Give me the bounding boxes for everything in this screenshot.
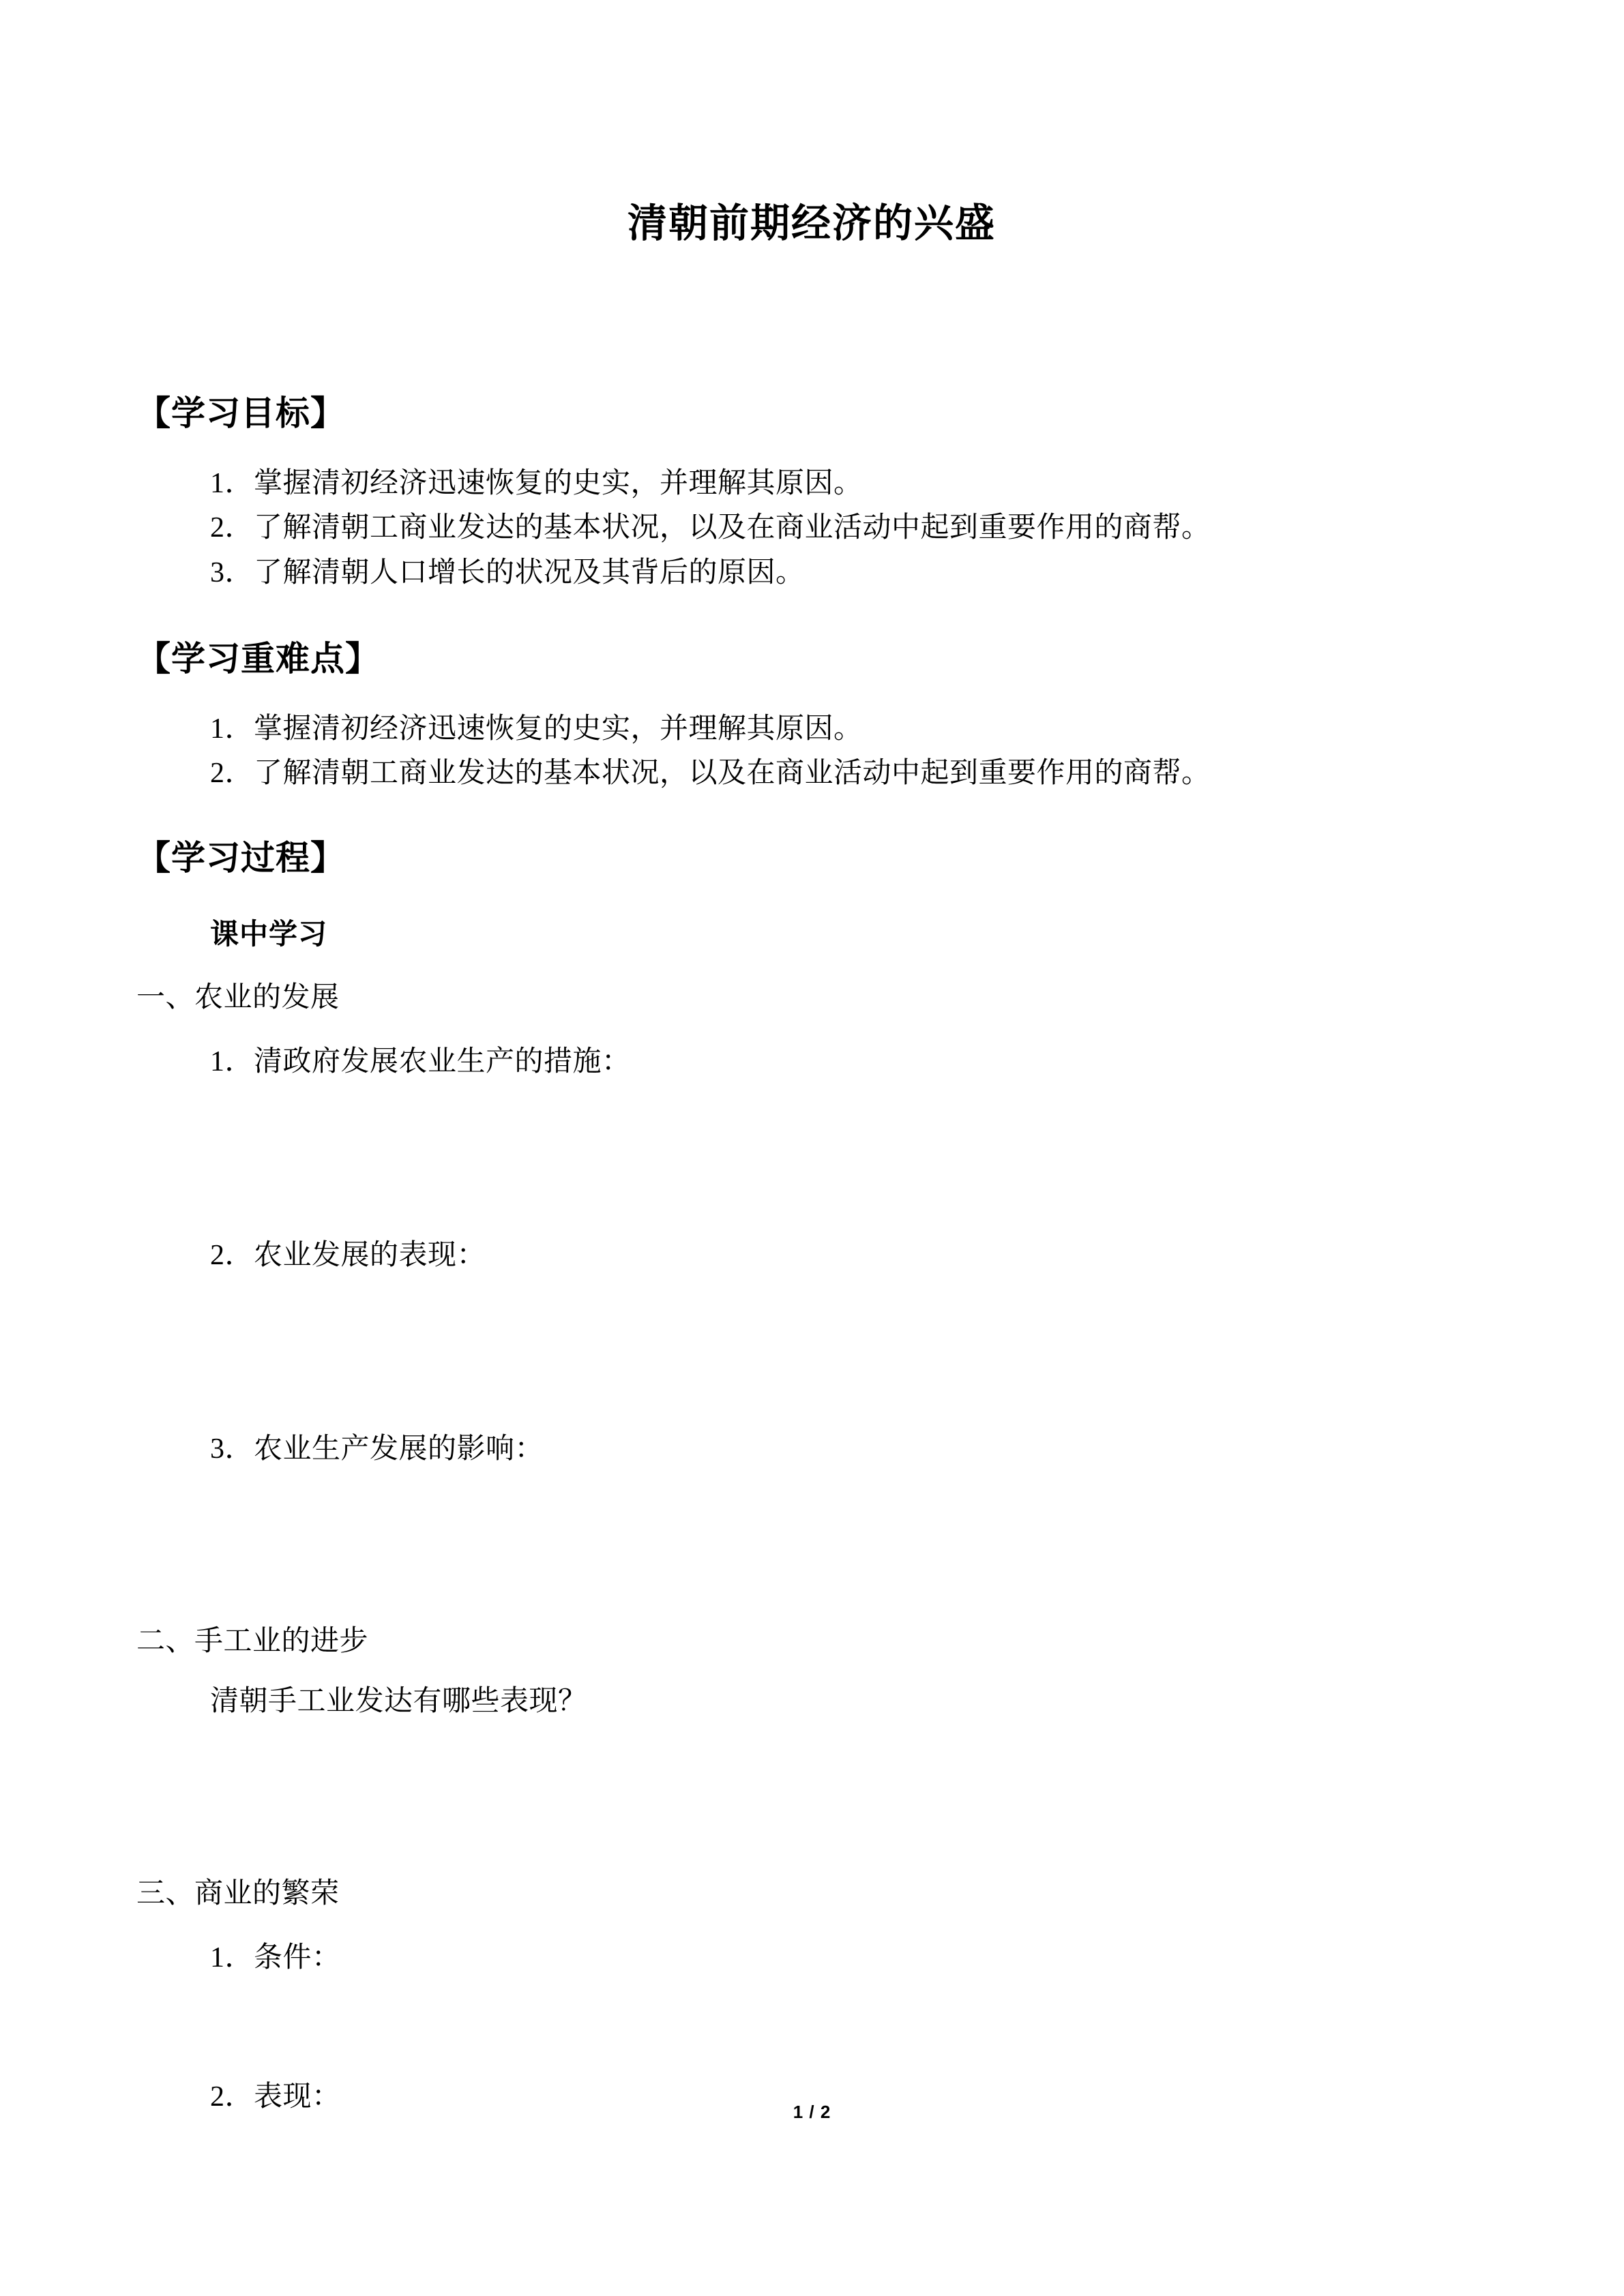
process-block-3-title: 三、商业的繁荣: [136, 1877, 340, 1909]
document-body: [136, 0, 1487, 2115]
process-block-1-item-1: 1．清政府发展农业生产的措施：: [210, 1045, 631, 1077]
answer-space-3: [136, 1467, 1487, 1596]
key-points-item-2: 2．了解清朝工商业发达的基本状况，以及在商业活动中起到重要作用的商帮。: [210, 757, 1211, 789]
goals-item-1: 1．掌握清初经济迅速恢复的史实，并理解其原因。: [210, 468, 863, 500]
answer-space-2: [136, 1273, 1487, 1403]
key-points-item-1: 1．掌握清初经济迅速恢复的史实，并理解其原因。: [210, 713, 863, 745]
page-number: 1 / 2: [793, 2102, 831, 2122]
page-title: 清朝前期经济的兴盛: [627, 201, 996, 245]
process-sub-heading: 课中学习: [210, 919, 328, 951]
answer-space-4: [136, 1719, 1487, 1849]
process-block-1-item-2: 2．农业发展的表现：: [210, 1239, 486, 1271]
process-block-2-title: 二、手工业的进步: [136, 1625, 369, 1657]
process-block-1-title: 一、农业的发展: [136, 981, 340, 1013]
process-block-3-item-1: 1．条件：: [210, 1941, 341, 1973]
process-block-2-question: 清朝手工业发达有哪些表现？: [210, 1685, 587, 1717]
process-block-1-item-3: 3．农业生产发展的影响：: [210, 1433, 544, 1465]
answer-space-5: [136, 1976, 1487, 2051]
section-heading-key-points: 【学习重难点】: [136, 639, 380, 678]
goals-item-2: 2．了解清朝工商业发达的基本状况，以及在商业活动中起到重要作用的商帮。: [210, 512, 1211, 544]
section-heading-process: 【学习过程】: [136, 838, 345, 877]
process-block-3-item-2: 2．表现：: [210, 2081, 341, 2113]
answer-space-1: [136, 1079, 1487, 1209]
goals-item-3: 3．了解清朝人口增长的状况及其背后的原因。: [210, 556, 805, 588]
section-heading-goals: 【学习目标】: [136, 394, 345, 433]
